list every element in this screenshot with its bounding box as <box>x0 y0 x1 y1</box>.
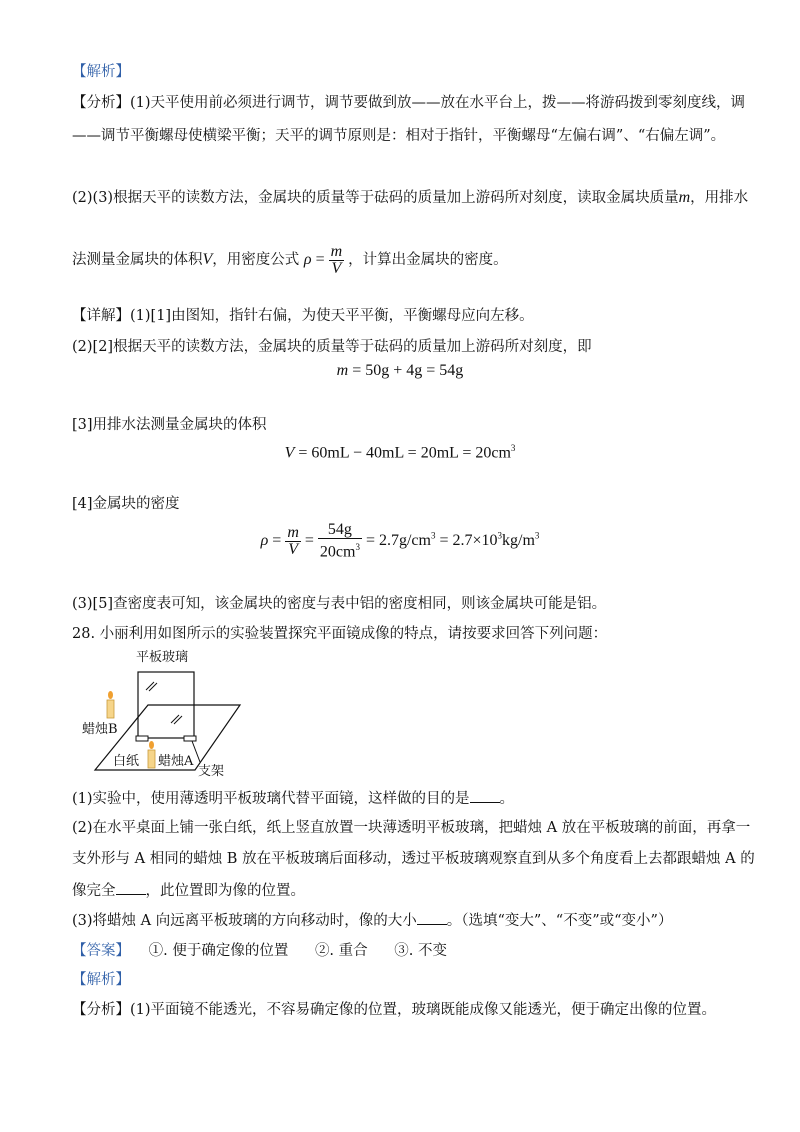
detail-line-4: [4]金属块的密度 <box>72 496 180 512</box>
question-part-2c <box>72 880 305 901</box>
answer-blank <box>417 910 447 925</box>
volume-formula <box>0 443 800 462</box>
cube-exponent: 3 <box>510 443 516 453</box>
question-28: 28. 小丽利用如图所示的实验装置探究平面镜成像的特点，请按要求回答下列问题： <box>72 626 608 642</box>
analysis-line-4 <box>72 240 508 280</box>
candle-b-shape <box>107 700 114 718</box>
denominator-volume <box>318 539 362 560</box>
rho-symbol: ρ <box>303 251 312 268</box>
text: 法测量金属块的体积 <box>72 252 203 268</box>
density-calc <box>0 522 800 560</box>
rho-symbol: ρ <box>260 531 269 549</box>
question-part-2b: 支外形与 A 相同的蜡烛 B 放在平板玻璃后面移动，透过平板玻璃观察直到从多个角度看上去都跟蜡烛 A 的 <box>72 851 755 867</box>
var-m: m <box>678 189 691 206</box>
text: ，用排水 <box>690 190 749 206</box>
answer-label: 【答案】 <box>72 943 130 959</box>
cube-exponent: 3 <box>355 542 360 552</box>
label-candle-b: 蜡烛B <box>82 722 118 737</box>
answer-1: ①. 便于确定像的位置 <box>148 943 289 959</box>
fraction-m-over-v <box>285 525 301 558</box>
text: 像完全 <box>72 883 116 899</box>
label-glass: 平板玻璃 <box>136 650 189 665</box>
answer-2: ②. 重合 <box>314 943 368 959</box>
density-result-2: = 2.7×10 <box>439 531 498 549</box>
candle-a-flame <box>149 741 154 749</box>
analysis-line-3 <box>72 188 748 208</box>
answer-blank <box>116 880 146 895</box>
candle-a-shape <box>148 750 155 768</box>
eq-sign: = <box>315 251 325 268</box>
answer-line <box>72 941 447 961</box>
eq-sign: = <box>272 531 282 549</box>
fraction-value <box>318 522 362 560</box>
answer-3: ③. 不变 <box>394 943 447 959</box>
candle-b-flame <box>108 691 113 699</box>
text: 。 <box>499 791 515 807</box>
label-candle-a: 蜡烛A <box>158 754 194 769</box>
section-jiexi: 【解析】 <box>72 64 130 80</box>
denominator-text: 20cm <box>319 543 356 561</box>
denominator-v: V <box>331 259 342 277</box>
fraction-m-over-v <box>329 244 345 277</box>
var-V: V <box>202 251 213 268</box>
text: ，用密度公式 <box>212 252 300 268</box>
stand-left <box>136 736 148 741</box>
density-formula <box>303 242 348 277</box>
density-unit: kg/m <box>502 531 535 549</box>
text: (3)将蜡烛 A 向远离平板玻璃的方向移动时，像的大小 <box>72 913 417 929</box>
power-exponent: 3 <box>497 530 503 541</box>
numerator-m: m <box>330 242 343 260</box>
numerator-m: m <box>287 523 299 541</box>
denominator-v: V <box>288 540 298 558</box>
label-paper: 白纸 <box>113 754 140 769</box>
question-part-1 <box>72 788 514 809</box>
density-result-1: = 2.7g/cm <box>365 531 431 549</box>
numerator-54g: 54g <box>318 522 362 539</box>
analysis-line-1: 【分析】(1)天平使用前必须进行调节，调节要做到放——放在水平台上，拨——将游码拨到零刻度线，调 <box>72 95 746 111</box>
text: ，计算出金属块的密度。 <box>348 252 508 268</box>
eq-sign: = <box>304 531 314 549</box>
text: 。（选填“变大”、“不变”或“变小”） <box>446 913 673 929</box>
mirror-experiment-figure <box>80 650 260 782</box>
var-V: V <box>284 444 295 462</box>
cube-exponent: 3 <box>534 530 540 541</box>
detail-line-5: (3)[5]查密度表可知，该金属块的密度与表中铝的密度相同，则该金属块可能是铝。 <box>72 596 607 612</box>
question-part-2a: (2)在水平桌面上铺一张白纸，纸上竖直放置一块薄透明平板玻璃，把蜡烛 A 放在平板玻璃的前面，再拿一 <box>72 820 751 836</box>
text: (2)(3)根据天平的读数方法，金属块的质量等于砝码的质量加上游码所对刻度，读取金属块质量 <box>72 190 679 206</box>
cube-exponent: 3 <box>430 530 436 541</box>
volume-equation: = 60mL − 40mL = 20mL = 20cm <box>298 444 511 462</box>
stand-right <box>184 736 196 741</box>
answer-blank <box>470 788 500 803</box>
section-jiexi-2: 【解析】 <box>72 972 130 988</box>
detail-line-2: (2)[2]根据天平的读数方法，金属块的质量等于砝码的质量加上游码所对刻度，即 <box>72 339 592 355</box>
analysis-final: 【分析】(1)平面镜不能透光，不容易确定像的位置，玻璃既能成像又能透光，便于确定出像的位置。 <box>72 1002 717 1018</box>
question-part-3 <box>72 910 672 931</box>
detail-line-3: [3]用排水法测量金属块的体积 <box>72 417 267 433</box>
detail-line-1: 【详解】(1)[1]由图知，指针右偏，为使天平平衡，平衡螺母应向左移。 <box>72 308 534 324</box>
label-stand: 支架 <box>198 764 225 779</box>
mass-equation: = 50g + 4g = 54g <box>352 362 464 379</box>
var-m: m <box>336 362 349 379</box>
text: ，此位置即为像的位置。 <box>145 883 305 899</box>
text: (1)实验中，使用薄透明平板玻璃代替平面镜，这样做的目的是 <box>72 791 470 807</box>
analysis-line-2: ——调节平衡螺母使横梁平衡；天平的调节原则是：相对于指针，平衡螺母“左偏右调”、“右偏左调”。 <box>72 128 726 144</box>
mass-formula <box>0 362 800 380</box>
